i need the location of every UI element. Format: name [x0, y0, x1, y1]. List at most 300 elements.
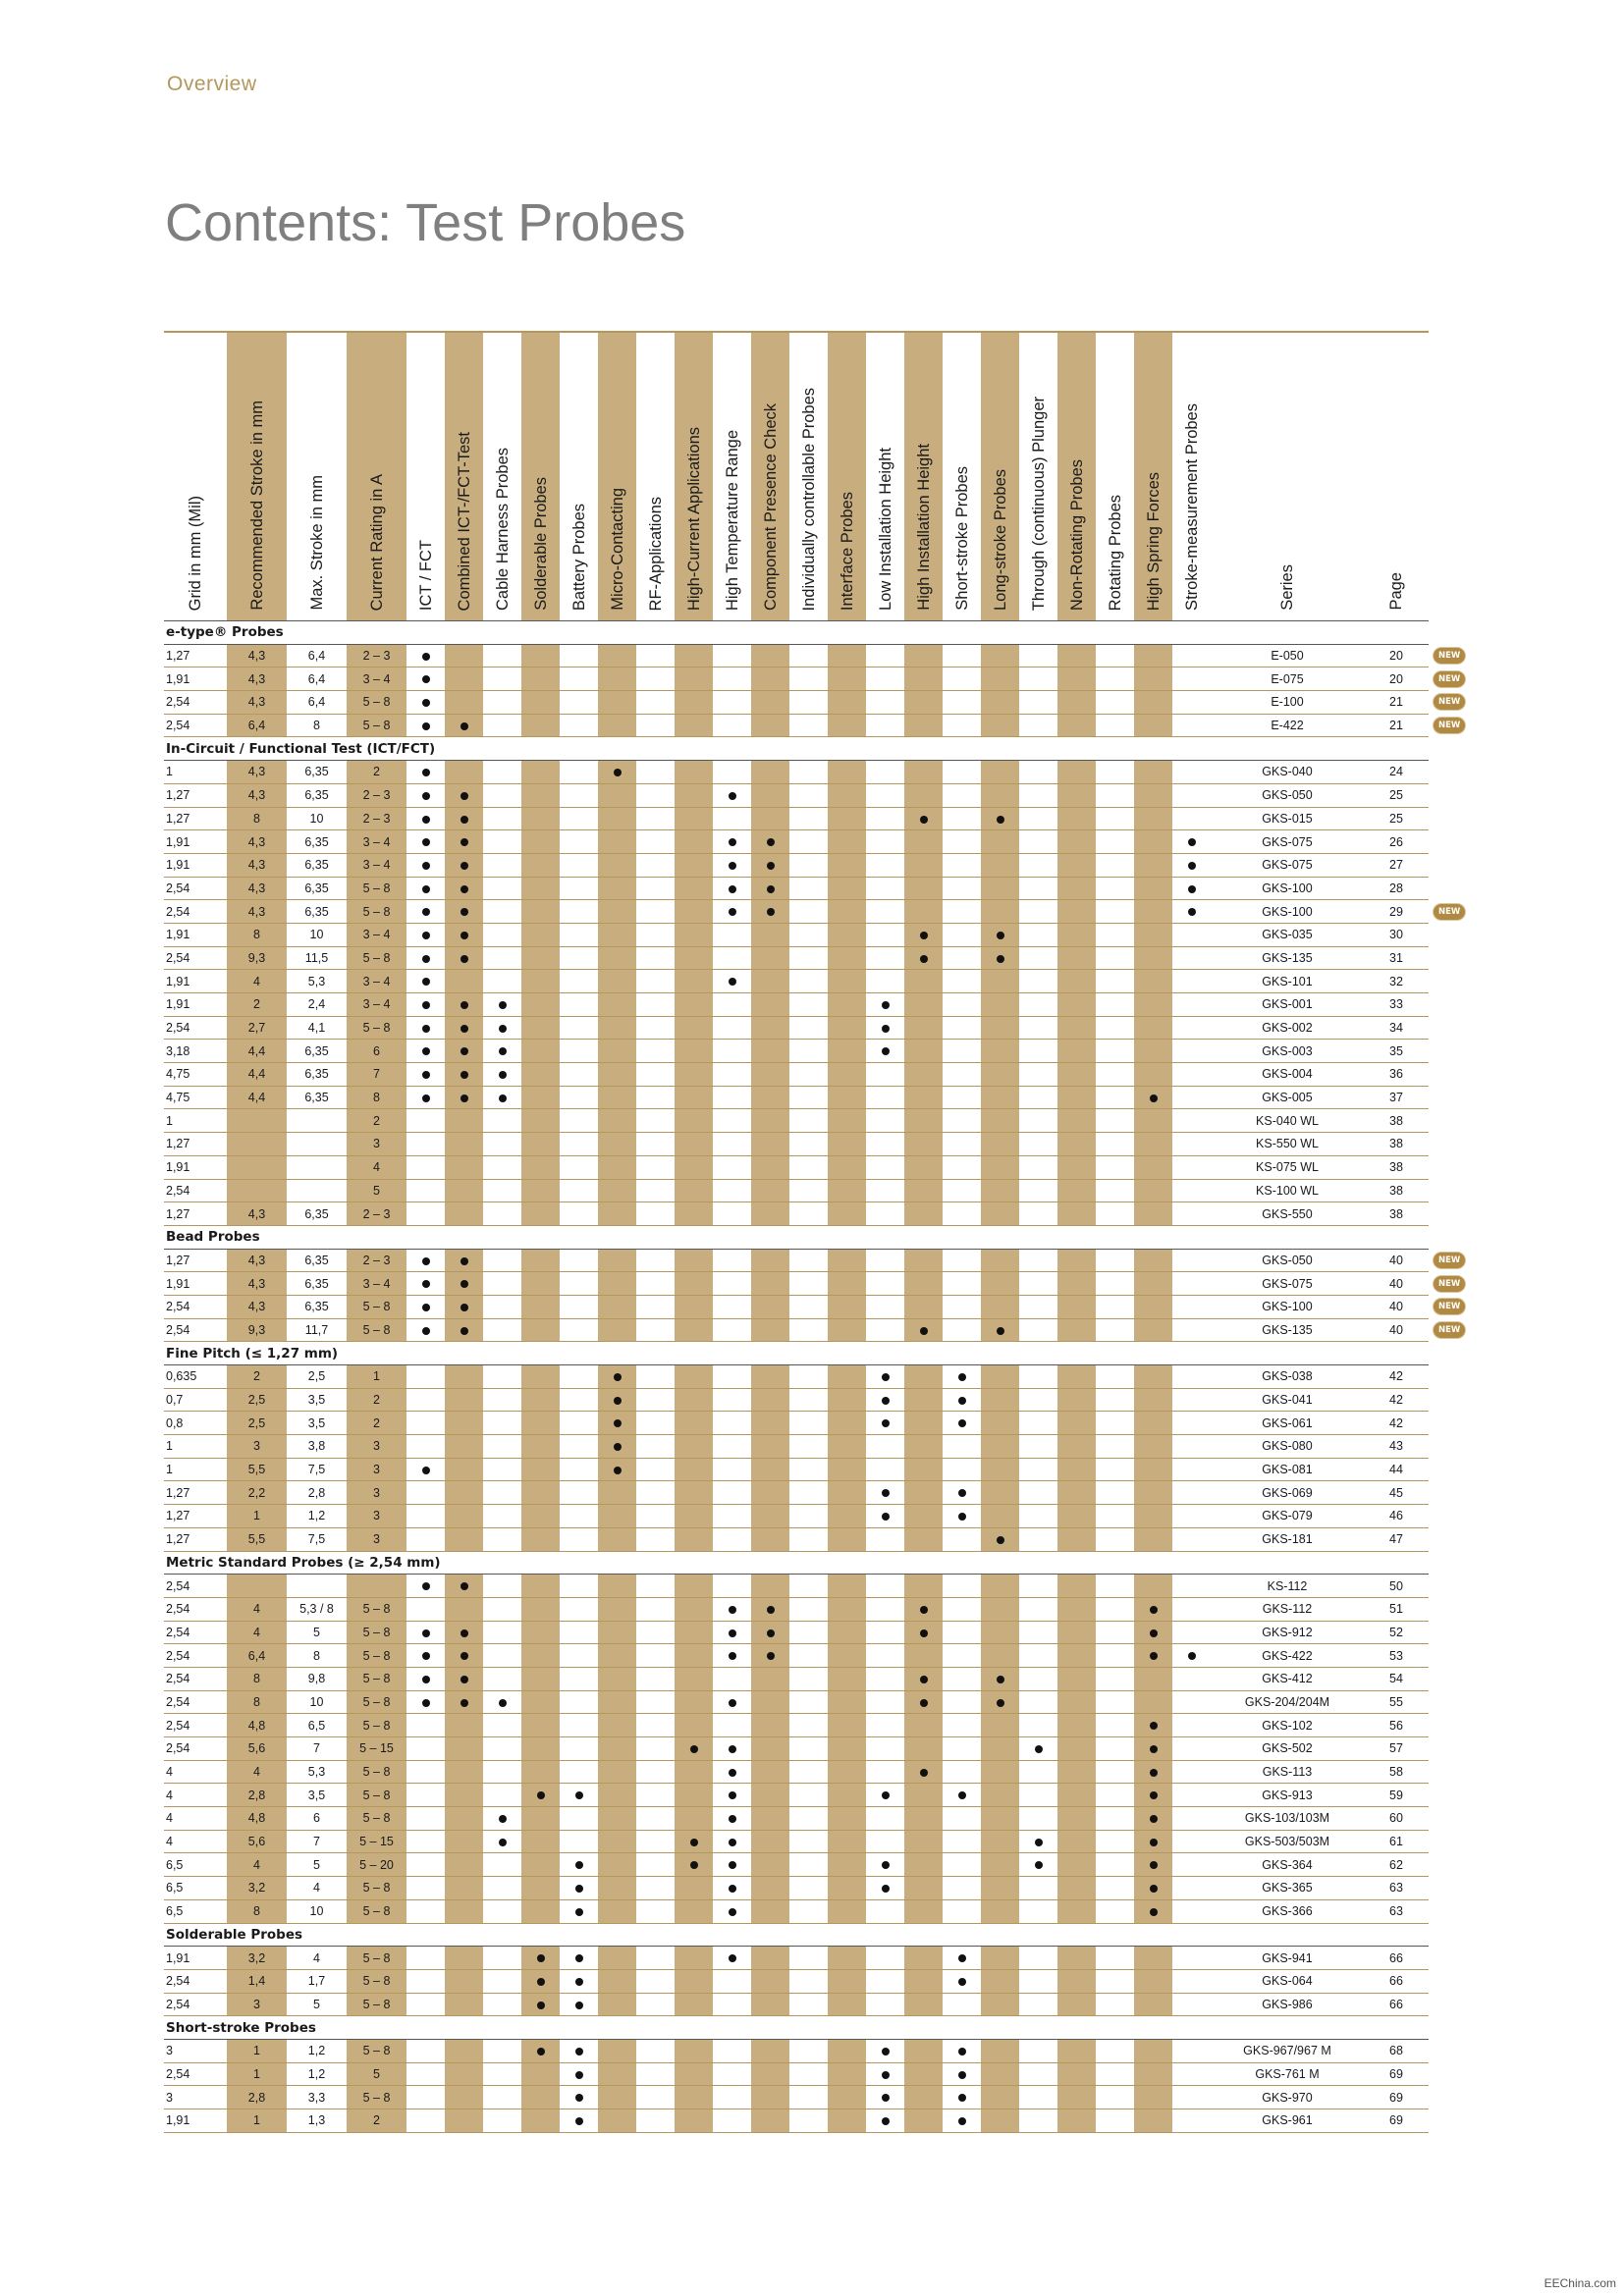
feature-cell	[1057, 923, 1096, 946]
feature-cell	[675, 1644, 713, 1668]
feature-cell	[1134, 807, 1172, 830]
feature-cell	[981, 1063, 1019, 1087]
feature-cell	[713, 1644, 751, 1668]
feature-cell	[981, 1249, 1019, 1272]
spec-cell: 4	[227, 1597, 287, 1621]
feature-cell	[445, 1575, 483, 1598]
feature-cell	[598, 1527, 636, 1551]
badge-cell	[1429, 644, 1478, 667]
feature-dot-icon	[499, 1001, 507, 1009]
feature-cell	[866, 1575, 904, 1598]
feature-cell	[866, 1505, 904, 1528]
column-header-label: Stroke-measurement Probes	[1182, 403, 1201, 611]
feature-cell	[1134, 1272, 1172, 1296]
feature-cell	[789, 1086, 828, 1109]
feature-cell	[904, 1575, 943, 1598]
feature-cell	[445, 1202, 483, 1226]
feature-cell	[1096, 946, 1134, 970]
feature-cell	[521, 644, 560, 667]
feature-cell	[943, 691, 981, 715]
feature-cell	[981, 1133, 1019, 1156]
table-row	[164, 691, 1478, 715]
feature-cell	[1096, 1621, 1134, 1644]
feature-cell	[981, 1179, 1019, 1202]
feature-cell	[1096, 1063, 1134, 1087]
feature-dot-icon	[460, 1582, 468, 1590]
feature-cell	[521, 1505, 560, 1528]
feature-cell	[981, 644, 1019, 667]
feature-cell	[483, 1505, 521, 1528]
feature-cell	[1096, 970, 1134, 993]
feature-cell	[406, 1690, 445, 1714]
feature-cell	[828, 761, 866, 784]
spec-cell: 3	[347, 1527, 406, 1551]
feature-cell	[483, 1412, 521, 1435]
feature-cell	[560, 923, 598, 946]
column-header-label: Long-stroke Probes	[991, 469, 1009, 611]
feature-cell	[904, 1481, 943, 1505]
feature-cell	[1057, 1040, 1096, 1063]
feature-cell	[560, 1435, 598, 1459]
badge-cell	[1429, 1853, 1478, 1877]
feature-cell	[675, 1947, 713, 1970]
feature-cell	[981, 1597, 1019, 1621]
series-cell: GKS-967/967 M	[1211, 2039, 1364, 2062]
feature-cell	[445, 1993, 483, 2016]
column-header	[1057, 332, 1096, 621]
feature-cell	[904, 1737, 943, 1761]
feature-cell	[866, 1435, 904, 1459]
feature-dot-icon	[882, 2094, 890, 2102]
feature-cell	[943, 993, 981, 1017]
feature-cell	[1172, 1737, 1211, 1761]
spec-cell: 3	[347, 1458, 406, 1481]
page-cell: 69	[1364, 2109, 1429, 2133]
feature-cell	[1019, 1481, 1057, 1505]
spec-cell: 2,4	[287, 993, 347, 1017]
feature-cell	[406, 1969, 445, 1993]
feature-dot-icon	[460, 792, 468, 800]
feature-cell	[789, 1481, 828, 1505]
feature-cell	[445, 2062, 483, 2086]
feature-cell	[445, 1109, 483, 1133]
feature-cell	[1057, 2039, 1096, 2062]
table-row	[164, 1133, 1478, 1156]
feature-cell	[1057, 1481, 1096, 1505]
feature-cell	[675, 1667, 713, 1690]
feature-cell	[866, 783, 904, 807]
feature-cell	[943, 644, 981, 667]
new-badge: NEW	[1434, 648, 1465, 664]
feature-cell	[943, 923, 981, 946]
spec-cell: 0,7	[164, 1388, 227, 1412]
feature-cell	[866, 923, 904, 946]
feature-cell	[713, 993, 751, 1017]
feature-cell	[406, 667, 445, 691]
feature-cell	[1096, 1690, 1134, 1714]
feature-cell	[521, 877, 560, 900]
spec-cell: 5 – 8	[347, 1947, 406, 1970]
feature-cell	[445, 1621, 483, 1644]
feature-cell	[1096, 877, 1134, 900]
series-cell: E-050	[1211, 644, 1364, 667]
series-cell: GKS-003	[1211, 1040, 1364, 1063]
feature-cell	[1019, 1760, 1057, 1784]
feature-cell	[1172, 1318, 1211, 1342]
spec-cell: 2	[227, 1365, 287, 1389]
feature-cell	[1057, 877, 1096, 900]
spec-cell: 6,35	[287, 761, 347, 784]
page-cell: 45	[1364, 1481, 1429, 1505]
feature-cell	[828, 1575, 866, 1598]
feature-cell	[560, 761, 598, 784]
spec-cell: 5,3 / 8	[287, 1597, 347, 1621]
feature-cell	[1096, 1179, 1134, 1202]
spec-cell: 2	[347, 1109, 406, 1133]
badge-cell	[1429, 970, 1478, 993]
feature-cell	[828, 1318, 866, 1342]
page-cell: 38	[1364, 1202, 1429, 1226]
feature-cell	[713, 1458, 751, 1481]
spec-cell: 5,5	[227, 1527, 287, 1551]
feature-cell	[636, 1575, 675, 1598]
feature-cell	[789, 1179, 828, 1202]
feature-cell	[445, 2109, 483, 2133]
feature-cell	[789, 1063, 828, 1087]
new-badge: NEW	[1434, 694, 1465, 710]
feature-cell	[1057, 1690, 1096, 1714]
feature-cell	[675, 1412, 713, 1435]
feature-cell	[1134, 1597, 1172, 1621]
feature-cell	[943, 1179, 981, 1202]
table-row	[164, 830, 1478, 854]
feature-cell	[406, 1621, 445, 1644]
feature-cell	[521, 1272, 560, 1296]
feature-cell	[675, 807, 713, 830]
series-cell: GKS-112	[1211, 1597, 1364, 1621]
feature-cell	[1057, 946, 1096, 970]
feature-cell	[521, 1365, 560, 1389]
badge-cell	[1429, 993, 1478, 1017]
spec-cell: 4	[164, 1760, 227, 1784]
column-header	[675, 332, 713, 621]
feature-dot-icon	[575, 1791, 583, 1799]
feature-cell	[713, 1272, 751, 1296]
feature-cell	[789, 1993, 828, 2016]
feature-cell	[828, 644, 866, 667]
feature-cell	[866, 1644, 904, 1668]
feature-cell	[981, 1155, 1019, 1179]
feature-cell	[521, 1458, 560, 1481]
spec-cell: 4,75	[164, 1063, 227, 1087]
feature-cell	[521, 1109, 560, 1133]
feature-cell	[560, 1505, 598, 1528]
spec-cell: 4	[287, 1877, 347, 1900]
feature-cell	[866, 1690, 904, 1714]
feature-cell	[1057, 1784, 1096, 1807]
feature-cell	[521, 761, 560, 784]
feature-cell	[598, 1621, 636, 1644]
feature-cell	[981, 1016, 1019, 1040]
feature-cell	[521, 1853, 560, 1877]
feature-cell	[483, 1458, 521, 1481]
feature-cell	[1096, 1435, 1134, 1459]
feature-cell	[1057, 1505, 1096, 1528]
spec-cell: 4,3	[227, 1272, 287, 1296]
spec-cell: 4	[227, 970, 287, 993]
column-header	[445, 332, 483, 621]
feature-cell	[483, 1760, 521, 1784]
feature-cell	[445, 1412, 483, 1435]
feature-cell	[1134, 1063, 1172, 1087]
feature-cell	[675, 1690, 713, 1714]
series-cell: GKS-913	[1211, 1784, 1364, 1807]
page-cell: 38	[1364, 1133, 1429, 1156]
feature-cell	[636, 1458, 675, 1481]
spec-cell: 2,54	[164, 900, 227, 924]
feature-cell	[789, 1621, 828, 1644]
spec-cell: 2,54	[164, 1016, 227, 1040]
feature-cell	[1019, 970, 1057, 993]
feature-cell	[828, 1295, 866, 1318]
table-row	[164, 853, 1478, 877]
feature-cell	[981, 2109, 1019, 2133]
feature-cell	[751, 644, 789, 667]
feature-cell	[1096, 1737, 1134, 1761]
feature-dot-icon	[422, 1699, 430, 1707]
feature-cell	[521, 1388, 560, 1412]
badge-cell	[1429, 1133, 1478, 1156]
feature-dot-icon	[1188, 885, 1196, 893]
badge-cell	[1429, 691, 1478, 715]
feature-cell	[560, 1202, 598, 1226]
spec-cell: 1,27	[164, 644, 227, 667]
feature-cell	[1172, 1899, 1211, 1923]
feature-cell	[636, 2039, 675, 2062]
feature-cell	[1096, 1388, 1134, 1412]
feature-cell	[789, 1644, 828, 1668]
feature-cell	[675, 1202, 713, 1226]
feature-cell	[1172, 1249, 1211, 1272]
feature-cell	[1096, 1969, 1134, 1993]
page-cell: 59	[1364, 1784, 1429, 1807]
spec-cell: 2,8	[227, 1784, 287, 1807]
feature-cell	[483, 761, 521, 784]
feature-cell	[521, 1714, 560, 1737]
column-header-label: Component Presence Check	[761, 403, 780, 611]
feature-dot-icon	[920, 1327, 928, 1335]
spec-cell: 1	[347, 1365, 406, 1389]
feature-cell	[483, 1249, 521, 1272]
feature-cell	[1172, 1272, 1211, 1296]
feature-cell	[445, 830, 483, 854]
feature-dot-icon	[1150, 1095, 1158, 1102]
feature-cell	[445, 970, 483, 993]
column-header-label: Max. Stroke in mm	[307, 475, 326, 611]
spec-cell: 5 – 8	[347, 1667, 406, 1690]
feature-cell	[866, 1481, 904, 1505]
feature-cell	[560, 1877, 598, 1900]
feature-cell	[904, 1714, 943, 1737]
feature-cell	[828, 1505, 866, 1528]
feature-cell	[521, 1597, 560, 1621]
table-row	[164, 946, 1478, 970]
new-badge: NEW	[1434, 1253, 1465, 1268]
feature-dot-icon	[422, 816, 430, 824]
feature-cell	[1134, 970, 1172, 993]
feature-cell	[866, 830, 904, 854]
new-badge: NEW	[1434, 718, 1465, 733]
feature-cell	[1096, 1830, 1134, 1853]
badge-cell	[1429, 737, 1478, 761]
feature-cell	[1019, 877, 1057, 900]
feature-cell	[675, 2086, 713, 2109]
feature-dot-icon	[460, 722, 468, 730]
feature-cell	[789, 946, 828, 970]
feature-cell	[445, 2086, 483, 2109]
feature-cell	[675, 1388, 713, 1412]
spec-cell: 1,91	[164, 993, 227, 1017]
feature-cell	[598, 1086, 636, 1109]
feature-dot-icon	[460, 1652, 468, 1660]
feature-cell	[406, 1086, 445, 1109]
feature-cell	[406, 1714, 445, 1737]
feature-cell	[866, 1993, 904, 2016]
spec-cell: 6,35	[287, 1086, 347, 1109]
feature-cell	[1134, 1969, 1172, 1993]
feature-cell	[1134, 993, 1172, 1017]
feature-dot-icon	[882, 1397, 890, 1405]
feature-cell	[904, 1388, 943, 1412]
feature-dot-icon	[882, 1373, 890, 1381]
feature-dot-icon	[460, 908, 468, 916]
spec-cell: 2,54	[164, 1179, 227, 1202]
feature-dot-icon	[614, 1443, 622, 1451]
feature-cell	[981, 1040, 1019, 1063]
series-cell: GKS-366	[1211, 1899, 1364, 1923]
feature-cell	[675, 2109, 713, 2133]
feature-cell	[598, 1714, 636, 1737]
feature-dot-icon	[614, 1373, 622, 1381]
feature-cell	[636, 714, 675, 737]
feature-cell	[751, 1575, 789, 1598]
table-row	[164, 1155, 1478, 1179]
feature-cell	[828, 714, 866, 737]
feature-cell	[675, 1877, 713, 1900]
feature-cell	[1019, 644, 1057, 667]
page-cell: 20	[1364, 644, 1429, 667]
feature-cell	[675, 853, 713, 877]
feature-cell	[636, 1899, 675, 1923]
feature-cell	[445, 1737, 483, 1761]
feature-dot-icon	[997, 932, 1004, 939]
series-cell: E-100	[1211, 691, 1364, 715]
feature-cell	[1172, 807, 1211, 830]
badge-cell	[1429, 1016, 1478, 1040]
feature-cell	[713, 1435, 751, 1459]
series-cell: GKS-075	[1211, 830, 1364, 854]
feature-cell	[828, 946, 866, 970]
feature-cell	[713, 923, 751, 946]
feature-cell	[751, 1714, 789, 1737]
feature-cell	[866, 691, 904, 715]
feature-cell	[483, 807, 521, 830]
badge-cell	[1429, 1830, 1478, 1853]
feature-cell	[483, 691, 521, 715]
feature-cell	[789, 1202, 828, 1226]
feature-cell	[1019, 1133, 1057, 1156]
feature-dot-icon	[920, 816, 928, 824]
series-cell: GKS-050	[1211, 1249, 1364, 1272]
feature-cell	[751, 1621, 789, 1644]
feature-cell	[636, 691, 675, 715]
feature-cell	[904, 1993, 943, 2016]
feature-cell	[981, 1435, 1019, 1459]
feature-cell	[1057, 714, 1096, 737]
feature-cell	[406, 1388, 445, 1412]
feature-cell	[1134, 1853, 1172, 1877]
feature-cell	[1019, 1667, 1057, 1690]
feature-cell	[1096, 761, 1134, 784]
feature-cell	[675, 1807, 713, 1831]
feature-cell	[904, 993, 943, 1017]
page-cell: 47	[1364, 1527, 1429, 1551]
feature-cell	[598, 970, 636, 993]
feature-cell	[713, 1388, 751, 1412]
page-cell: 26	[1364, 830, 1429, 854]
feature-cell	[598, 1318, 636, 1342]
feature-cell	[445, 2039, 483, 2062]
feature-cell	[1057, 1527, 1096, 1551]
feature-cell	[789, 1365, 828, 1389]
feature-cell	[406, 1505, 445, 1528]
spec-cell: 5 – 20	[347, 1853, 406, 1877]
table-row	[164, 1458, 1478, 1481]
feature-cell	[981, 1412, 1019, 1435]
feature-cell	[636, 1527, 675, 1551]
feature-cell	[445, 993, 483, 1017]
feature-cell	[1096, 1714, 1134, 1737]
feature-dot-icon	[537, 2002, 545, 2009]
feature-cell	[406, 1155, 445, 1179]
feature-cell	[1172, 1877, 1211, 1900]
series-cell: GKS-038	[1211, 1365, 1364, 1389]
feature-cell	[981, 1877, 1019, 1900]
feature-cell	[1172, 1109, 1211, 1133]
feature-cell	[713, 1947, 751, 1970]
page-cell: 53	[1364, 1644, 1429, 1668]
spec-cell: 2,54	[164, 714, 227, 737]
feature-cell	[751, 1365, 789, 1389]
feature-cell	[483, 1899, 521, 1923]
feature-cell	[521, 1435, 560, 1459]
feature-dot-icon	[460, 862, 468, 870]
feature-dot-icon	[422, 932, 430, 939]
feature-cell	[1134, 2086, 1172, 2109]
feature-cell	[713, 1690, 751, 1714]
feature-cell	[904, 1947, 943, 1970]
feature-cell	[943, 1109, 981, 1133]
feature-cell	[943, 1737, 981, 1761]
page-cell: 37	[1364, 1086, 1429, 1109]
feature-dot-icon	[460, 932, 468, 939]
feature-cell	[406, 1760, 445, 1784]
feature-cell	[636, 1714, 675, 1737]
feature-cell	[406, 783, 445, 807]
badge-cell	[1429, 1947, 1478, 1970]
feature-cell	[406, 761, 445, 784]
page-cell: 46	[1364, 1505, 1429, 1528]
